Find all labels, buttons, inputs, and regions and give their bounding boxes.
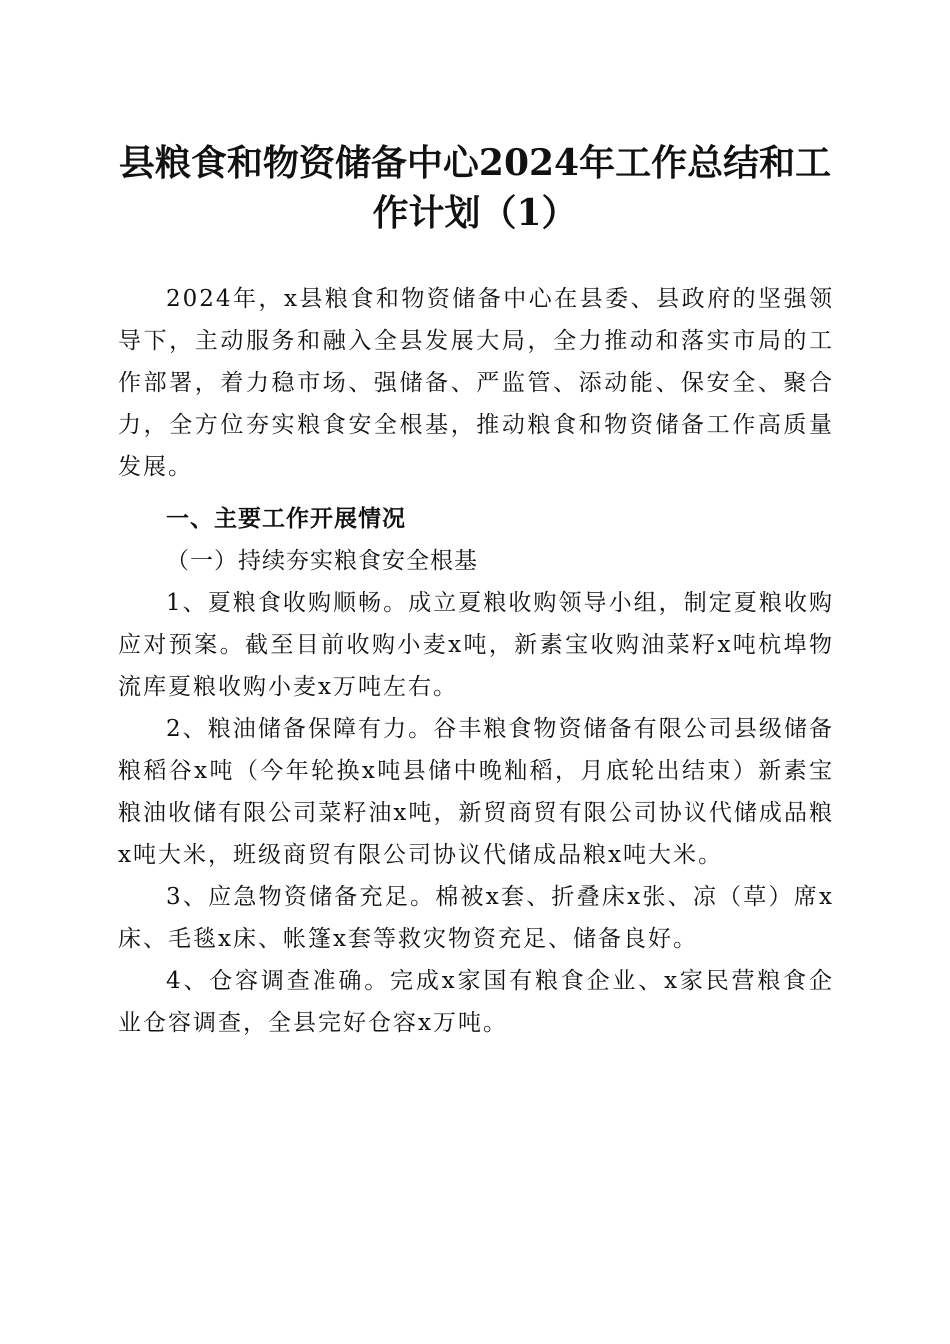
- subsection-heading-1: （一）持续夯实粮食安全根基: [166, 548, 478, 574]
- title-line-1: 县粮食和物资储备中心2024年工作总结和工: [118, 142, 832, 184]
- intro-paragraph: 2024年，x县粮食和物资储备中心在县委、县政府的坚强领导下，主动服务和融入全县发展大局，全力推动和落实市局的工作部署，着力稳市场、强储备、严监管、添动能、保安全、聚合力，全方位夯实粮食安全根基，推动粮食和物资储备工作高质量发展。: [118, 286, 834, 480]
- list-item-1: 1、夏粮食收购顺畅。成立夏粮收购领导小组，制定夏粮收购应对预案。截至目前收购小麦x吨，新素宝收购油菜籽x吨杭埠物流库夏粮收购小麦x万吨左右。: [118, 590, 834, 700]
- title-line-2: 作计划（1）: [372, 192, 578, 234]
- document-title: [110, 138, 840, 238]
- list-item-3: 3、应急物资储备充足。棉被x套、折叠床x张、凉（草）席x床、毛毯x床、帐篷x套等救灾物资充足、储备良好。: [118, 884, 834, 952]
- list-item-4: 4、仓容调查准确。完成x家国有粮食企业、x家民营粮食企业仓容调查，全县完好仓容x万吨。: [118, 968, 834, 1036]
- section-heading-1: 一、主要工作开展情况: [166, 506, 406, 532]
- list-item-2: 2、粮油储备保障有力。谷丰粮食物资储备有限公司县级储备粮稻谷x吨（今年轮换x吨县储中晚籼稻，月底轮出结束）新素宝粮油收储有限公司菜籽油x吨，新贸商贸有限公司协议代储成品粮x吨大米，班级商贸有限公司协议代储成品粮x吨大米。: [118, 716, 834, 868]
- document-body: [118, 278, 834, 1044]
